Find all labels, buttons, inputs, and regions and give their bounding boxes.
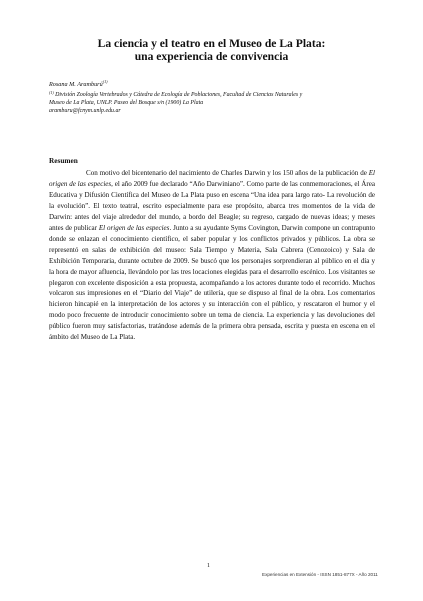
author-email: aramburu@fcnym.unlp.edu.ar bbox=[49, 108, 121, 115]
page-number: 1 bbox=[207, 563, 210, 569]
abstract-paragraph bbox=[49, 168, 375, 343]
affiliation-text-1: División Zoología Vertebrados y Cátedra de Ecología de Poblaciones, Facultad de Ciencias Naturales y bbox=[55, 92, 303, 98]
abstract-heading: Resumen bbox=[49, 156, 78, 165]
abstract-text-1: Con motivo del bicentenario del nacimiento de Charles Darwin y los 150 años de la publicación de bbox=[86, 169, 369, 177]
book-title-1: El origen de las especies bbox=[49, 169, 375, 188]
journal-footer: Experiencias en Extensión - ISSN 1851-877X - Año 2011 bbox=[262, 572, 378, 577]
title-line-2: una experiencia de convivencia bbox=[134, 50, 289, 63]
affiliation-line-1 bbox=[49, 89, 379, 99]
affiliation-marker: (1) bbox=[49, 90, 54, 95]
affiliation-block bbox=[49, 89, 379, 115]
author-name: Rosana M. Aramburú bbox=[49, 81, 103, 88]
paper-title bbox=[40, 37, 383, 63]
author-affiliation-marker: (1) bbox=[102, 79, 108, 84]
abstract-text-3: . Junto a su ayudante Syms Covington, Darwin compone un contrapunto donde se enlazan el conocimiento científico, el saber popular y los conflictos privados y públicos. La obra se representó en salas de exhibición del museo: Sala Tiempo y Materia, Sala Cabrera (Cenozoico) y Sala de Exhibición Temporaria, durante octubre de 2009. Se buscó que los personajes sorprendieran al público en el día y la hora de mayor afluencia, llevándolo por las tres locaciones elegidas para el desarrollo escénico. Los visitantes se plegaron con excelente disposición a esta propuesta, acompañando a los actores durante todo el recorrido. Muchos volcaron sus impresiones en el “Diario del Viaje” de utilería, que se dispuso al final de la obra. Los comentarios hicieron hincapié en la interpretación de los actores y su interacción con el público, y rescataron el humor y el modo poco frecuente de introducir conocimiento sobre un tema de ciencia. La experiencia y las devoluciones del público fueron muy satisfactorias, tratándose además de la primera obra pensada, escrita y puesta en escena en el ámbito del Museo de La Plata. bbox=[49, 223, 375, 342]
title-line-1: La ciencia y el teatro en el Museo de La Plata: bbox=[97, 37, 326, 50]
book-title-2: El origen de las especies bbox=[98, 223, 170, 232]
abstract-text-2: , el año 2009 fue declarado “Año Darwiniano”. Como parte de las conmemoraciones, el Área Educativa y Difusión Científica del Museo de La Plata puso en escena “Una idea para largo rato- La revolución de la evolución”. El texto teatral, escrito especialmente para ese propósito, abarca tres momentos de la vida de Darwin: antes del viaje alrededor del mundo, a bordo del Beagle; su regreso, cargado de nuevas ideas; y meses antes de publicar bbox=[49, 179, 375, 232]
affiliation-line-2: Museo de La Plata, UNLP. Paseo del Bosque s/n (1900) La Plata bbox=[49, 100, 204, 107]
author-line bbox=[49, 79, 108, 88]
